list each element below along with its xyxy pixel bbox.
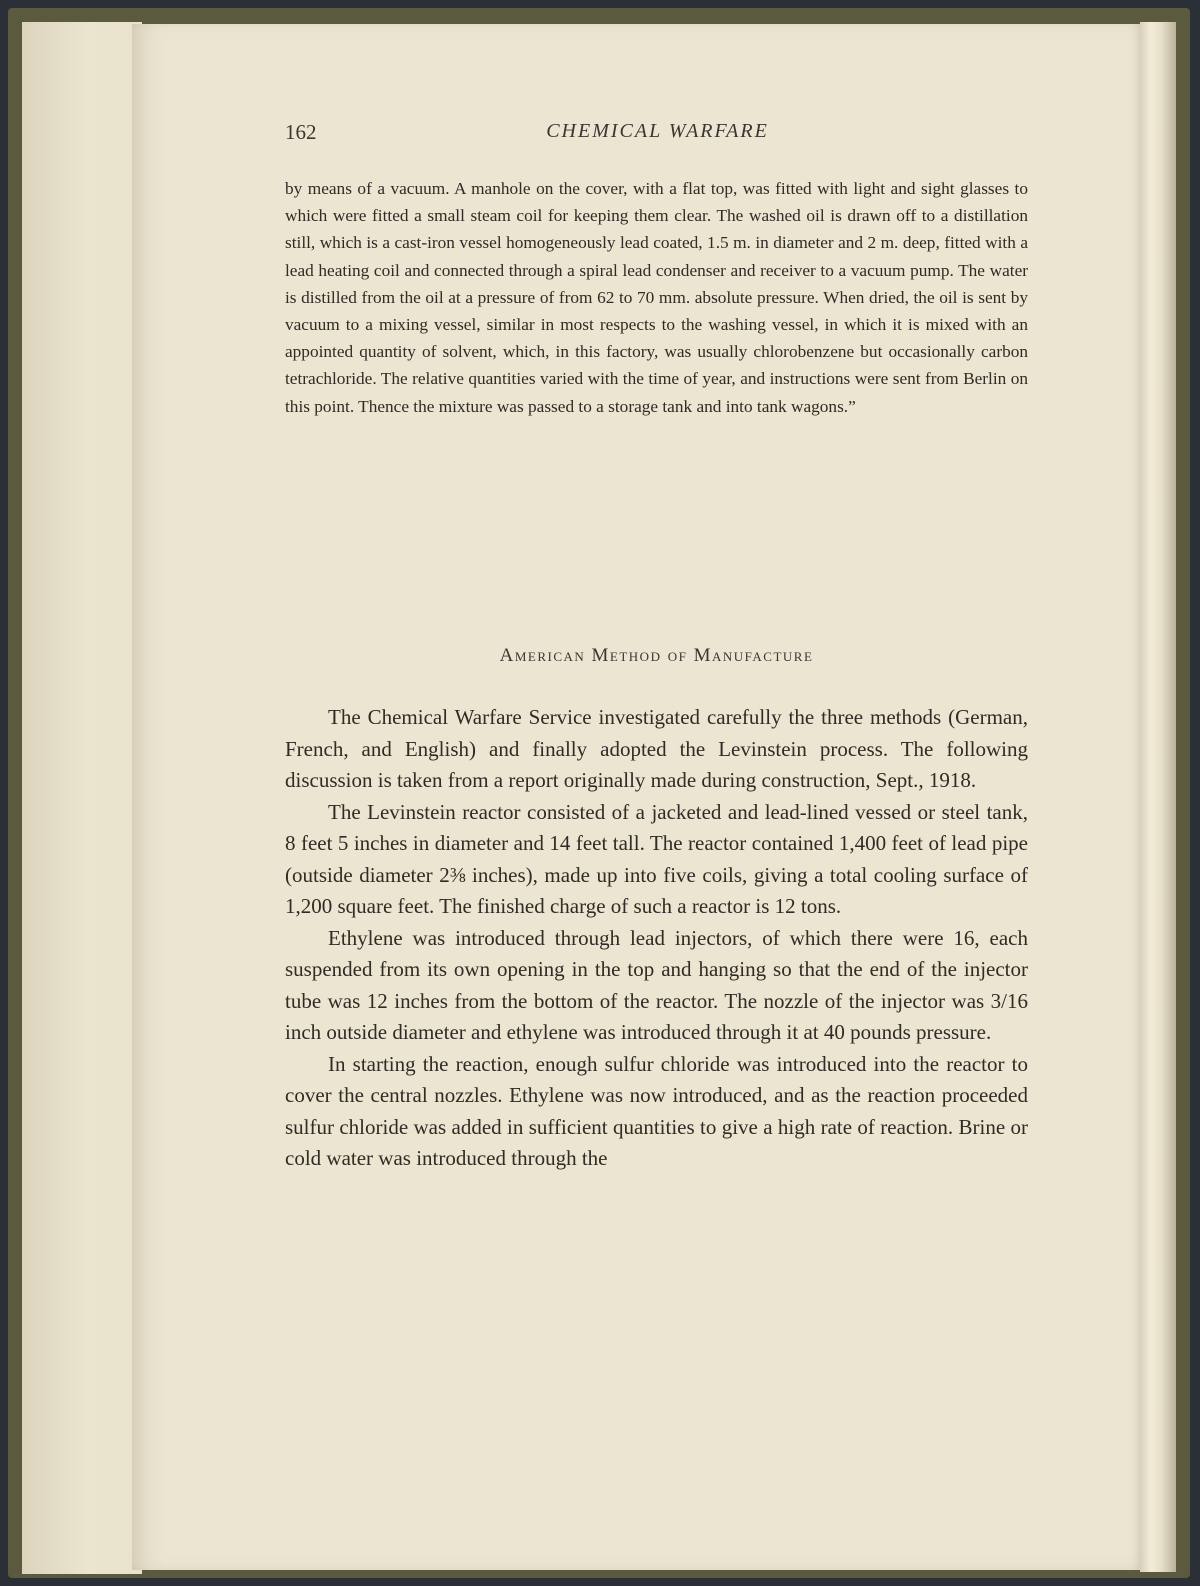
page-number: 162	[285, 120, 317, 144]
paragraph: In starting the reaction, enough sulfur chloride was introduced into the reactor to cover the central nozzles. Ethylene was now introduced, and as the reaction proceeded sulfur chloride was added in sufficient quantities to give a high rate of reaction. Brine or cold water was introduced through the	[285, 1051, 1028, 1170]
running-head	[285, 120, 1030, 150]
page-edges-right	[1140, 22, 1176, 1572]
quoted-passage	[285, 175, 1028, 420]
quote-paragraph: by means of a vacuum. A manhole on the cover, with a flat top, was fitted with light and sight glasses to which were fitted a small steam coil for keeping them clear. The washed oil is drawn off to a distillation still, which is a cast-iron vessel homogeneously lead coated, 1.5 m. in diameter and 2 m. deep, fitted with a lead heating coil and connected through a spiral lead condenser and receiver to a vacuum pump. The water is distilled from the oil at a pressure of from 62 to 70 mm. absolute pressure. When dried, the oil is sent by vacuum to a mixing vessel, similar in most respects to the washing vessel, in which it is mixed with an appointed quantity of solvent, which, in this factory, was usually chlorobenzene but occasionally carbon tetrachloride. The relative quantities varied with the time of year, and instructions were sent from Berlin on this point. Thence the mixture was passed to a storage tank and into tank wagons.”	[285, 179, 1028, 416]
page-edges-left	[22, 22, 142, 1574]
body-text	[285, 702, 1028, 1175]
paragraph: The Chemical Warfare Service investigated carefully the three methods (German, French, and English) and finally adopted the Levinstein process. The following discussion is taken from a report originally made during construction, Sept., 1918.	[285, 705, 1028, 792]
paragraph: Ethylene was introduced through lead injectors, of which there were 16, each suspended from its own opening in the top and hanging so that the end of the injector tube was 12 inches from the bottom of the reactor. The nozzle of the injector was 3/16 inch outside diameter and ethylene was introduced through it at 40 pounds pressure.	[285, 925, 1028, 1044]
paragraph: The Levinstein reactor consisted of a jacketed and lead-lined vessed or steel tank, 8 feet 5 inches in diameter and 14 feet tall. The reactor contained 1,400 feet of lead pipe (outside diameter 2⅜ inches), made up into five coils, giving a total cooling surface of 1,200 square feet. The finished charge of such a reactor is 12 tons.	[285, 799, 1028, 918]
section-heading: American Method of Manufacture	[499, 645, 814, 666]
running-title: CHEMICAL WARFARE	[546, 120, 769, 142]
